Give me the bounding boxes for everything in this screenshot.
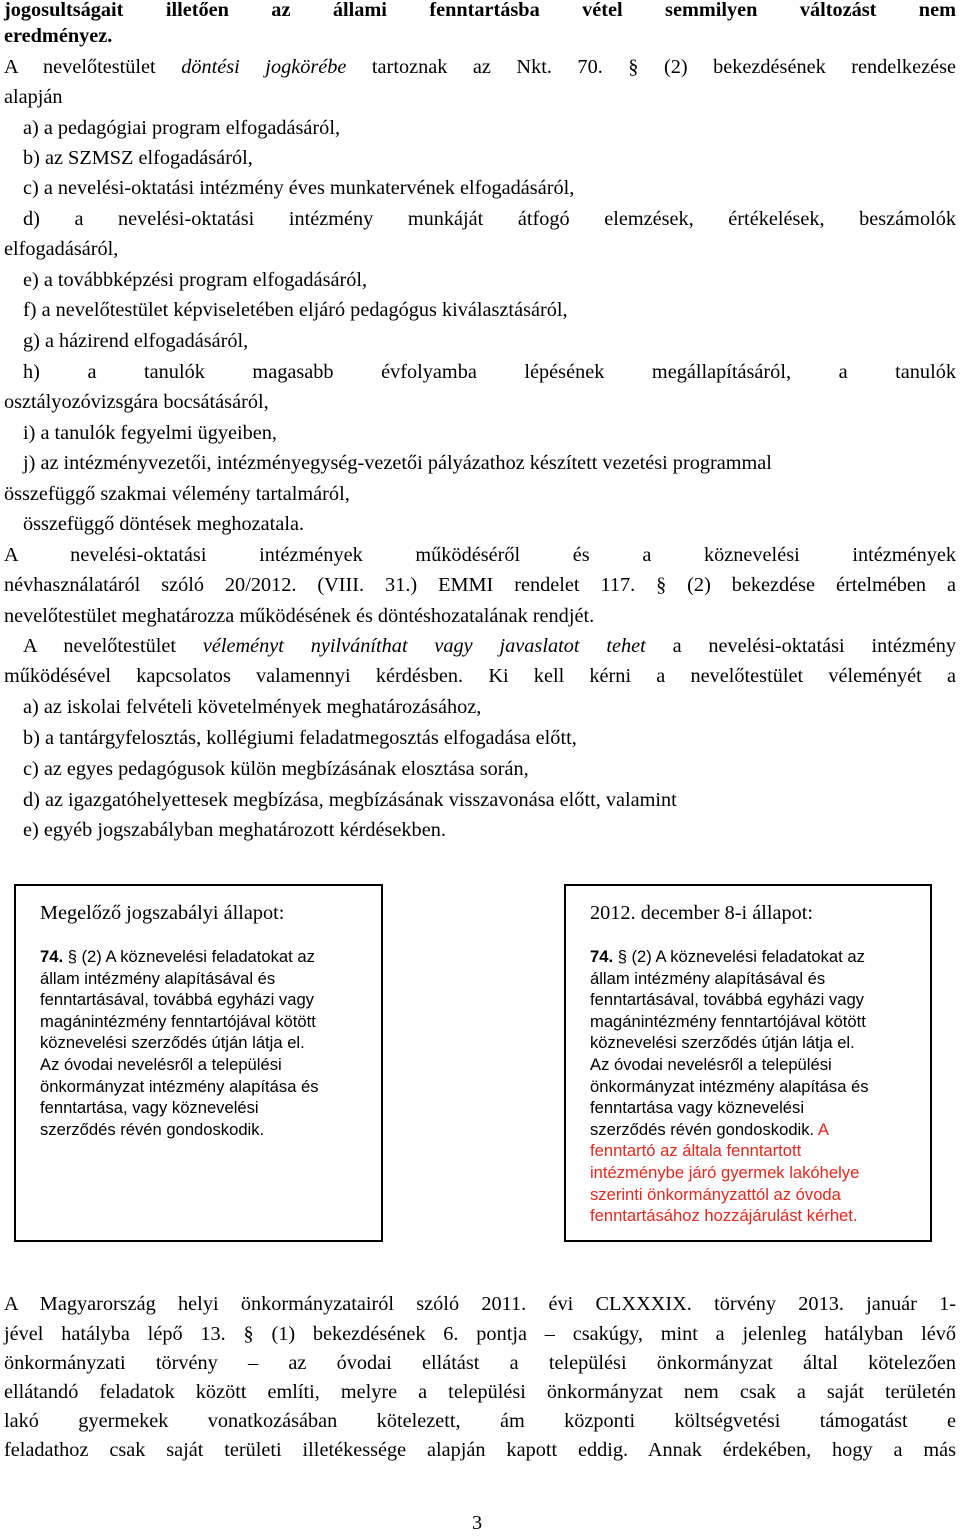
decision-item-d-cont: elfogadásáról,	[4, 238, 119, 260]
box-current-line-5: köznevelési szerződés útján látja el.	[590, 1033, 855, 1053]
box-current-body	[590, 946, 910, 1227]
box-previous-line-8: fenntartása, vagy köznevelési	[40, 1098, 259, 1118]
decision-item-e: e) a továbbképzési program elfogadásáról,	[23, 269, 368, 291]
box-current-line-9	[590, 1119, 910, 1141]
box-previous-line-7: önkormányzat intézmény alapítása és	[40, 1076, 319, 1096]
amendment-line-2: intézménybe járó gyermek lakóhelye	[590, 1162, 860, 1182]
bottom-para-line-1: A Magyarország helyi önkormányzatairól szóló 2011. évi CLXXXIX. törvény 2013. január 1-	[4, 1293, 956, 1315]
box-current-line-1-text: § (2) A köznevelési feladatokat az	[613, 947, 865, 966]
amendment-line-1: fenntartó az általa fenntartott	[590, 1141, 802, 1161]
opinion-item-b: b) a tantárgyfelosztás, kollégiumi feladatmegosztás elfogadása előtt,	[23, 727, 577, 749]
section-number: 74.	[40, 947, 64, 966]
decision-item-g: g) a házirend elfogadásáról,	[23, 330, 249, 352]
box-current-line-1	[590, 946, 910, 968]
box-current-line-6: Az óvodai nevelésről a települési	[590, 1054, 832, 1074]
box-previous-state	[14, 884, 383, 1242]
opinion-item-c: c) az egyes pedagógusok külön megbízásának elosztása során,	[23, 758, 529, 780]
box-current-line-8: fenntartása vagy köznevelési	[590, 1098, 805, 1118]
para1-line-1: A nevelési-oktatási intézmények működéséről és a köznevelési intézmények	[4, 544, 956, 566]
decision-item-h: h) a tanulók magasabb évfolyamba lépésének megállapításáról, a tanulók	[23, 361, 956, 383]
box-previous-line-9: szerződés révén gondoskodik.	[40, 1119, 265, 1139]
box-current-state	[564, 884, 932, 1242]
para2-text-a: A nevelőtestület	[23, 635, 203, 657]
box-current-line-2: állam intézmény alapításával és	[590, 968, 826, 988]
decision-item-i: i) a tanulók fegyelmi ügyeiben,	[23, 422, 278, 444]
box-previous-line-1-text: § (2) A köznevelési feladatokat az	[63, 947, 315, 966]
para2-line-1	[23, 632, 956, 661]
page-number: 3	[472, 1512, 483, 1534]
box-previous-line-4: magánintézmény fenntartójával kötött	[40, 1011, 316, 1031]
box-previous-body	[40, 946, 360, 1140]
decision-item-h-cont: osztályozóvizsgára bocsátásáról,	[4, 391, 269, 413]
para1-line-2: névhasználatáról szóló 20/2012. (VIII. 31.) EMMI rendelet 117. § (2) bekezdése értelmében a	[4, 574, 956, 596]
opinion-item-a: a) az iskolai felvételi követelmények meghatározásához,	[23, 696, 482, 718]
para2-text-italic: véleményt nyilváníthat vagy javaslatot tehet	[202, 635, 646, 657]
decision-item-b: b) az SZMSZ elfogadásáról,	[23, 147, 253, 169]
box-previous-line-1	[40, 946, 360, 968]
box-current-line-7: önkormányzat intézmény alapítása és	[590, 1076, 869, 1096]
box-current-line-4: magánintézmény fenntartójával kötött	[590, 1011, 866, 1031]
intro-text-a: A nevelőtestület	[4, 56, 182, 78]
decision-item-d: d) a nevelési-oktatási intézmény munkáját átfogó elemzések, értékelések, beszámolók	[23, 208, 956, 230]
bottom-para-line-2: jével hatályba lépő 13. § (1) bekezdésének 6. pontja – csakúgy, mint a jelenleg hatályban lévő	[4, 1323, 956, 1345]
box-previous-line-3: fenntartásával, továbbá egyházi vagy	[40, 990, 314, 1010]
box-previous-title: Megelőző jogszabályi állapot:	[40, 902, 285, 924]
decision-item-a: a) a pedagógiai program elfogadásáról,	[23, 117, 341, 139]
decision-item-closing: összefüggő döntések meghozatala.	[23, 513, 305, 535]
amendment-line-4: fenntartásához hozzájárulást kérhet.	[590, 1206, 858, 1226]
bottom-para-line-4: ellátandó feladatok között említi, melyre a települési önkormányzat nem csak a saját területén	[4, 1381, 956, 1403]
bottom-para-line-3: önkormányzati törvény – az óvodai ellátást a települési önkormányzat által kötelezően	[4, 1352, 956, 1374]
text-line-bold-1: jogosultságait illetően az állami fenntartásba vétel semmilyen változást nem	[4, 0, 956, 21]
decision-item-j-cont: összefüggő szakmai vélemény tartalmáról,	[4, 483, 350, 505]
decision-item-j: j) az intézményvezetői, intézményegység-vezetői pályázathoz készített vezetési programmal	[23, 452, 772, 474]
para2-line-2: működésével kapcsolatos valamennyi kérdésben. Ki kell kérni a nevelőtestület véleményét a	[4, 665, 956, 687]
text-line-decision-intro	[4, 53, 956, 82]
box-previous-line-2: állam intézmény alapításával és	[40, 968, 276, 988]
box-previous-line-5: köznevelési szerződés útján látja el.	[40, 1033, 305, 1053]
para1-line-3: nevelőtestület meghatározza működésének és döntéshozatalának rendjét.	[4, 605, 595, 627]
section-number: 74.	[590, 947, 614, 966]
decision-item-f: f) a nevelőtestület képviseletében eljáró pedagógus kiválasztásáról,	[23, 299, 568, 321]
opinion-item-d: d) az igazgatóhelyettesek megbízása, megbízásának visszavonása előtt, valamint	[23, 789, 677, 811]
text-line-alapjan: alapján	[4, 86, 63, 108]
box-current-line-3: fenntartásával, továbbá egyházi vagy	[590, 990, 864, 1010]
text-line-bold-2: eredményez.	[4, 25, 113, 47]
bottom-para-line-5: lakó gyermekek vonatkozásában kötelezett, ám központi költségvetési támogatást e	[4, 1410, 956, 1432]
box-current-title: 2012. december 8-i állapot:	[590, 902, 814, 924]
amendment-line-3: szerinti önkormányzattól az óvoda	[590, 1184, 841, 1204]
intro-text-italic: döntési jogkörébe	[181, 56, 347, 78]
intro-text-c: tartoznak az Nkt. 70. § (2) bekezdésének rendelkezése	[346, 56, 956, 78]
bottom-para-line-6: feladathoz csak saját területi illetékessége alapján kapott eddig. Annak érdekében, hogy a más	[4, 1439, 956, 1461]
decision-item-c: c) a nevelési-oktatási intézmény éves munkatervének elfogadásáról,	[23, 177, 575, 199]
opinion-item-e: e) egyéb jogszabályban meghatározott kérdésekben.	[23, 819, 446, 841]
box-current-line-9-text: szerződés révén gondoskodik.	[590, 1119, 818, 1139]
amendment-text-start: A	[817, 1119, 829, 1139]
para2-text-c: a nevelési-oktatási intézmény	[645, 635, 956, 657]
box-previous-line-6: Az óvodai nevelésről a települési	[40, 1054, 282, 1074]
